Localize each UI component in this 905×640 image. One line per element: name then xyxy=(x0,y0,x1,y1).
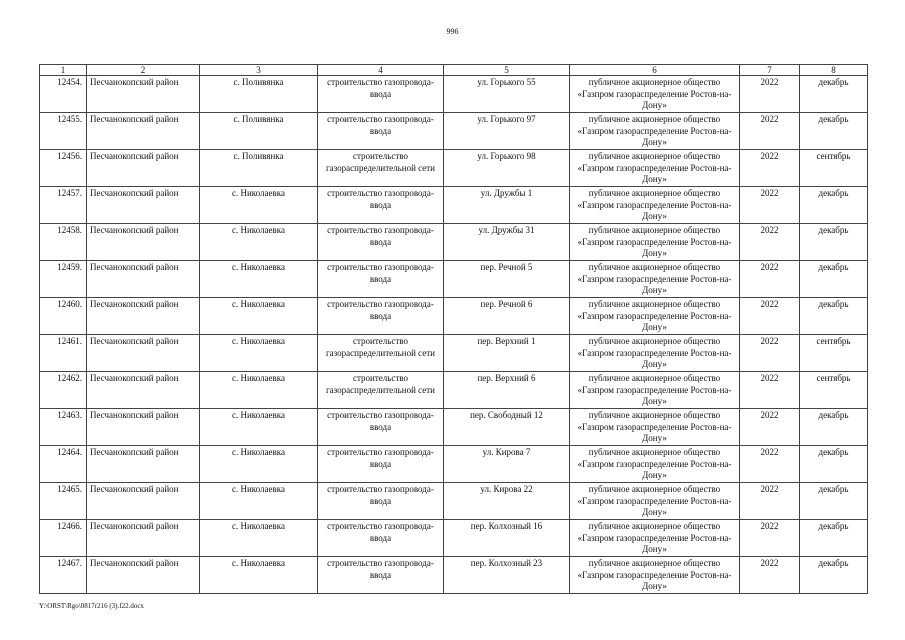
table-row xyxy=(40,113,868,150)
row-number-cell: 12460. xyxy=(40,298,87,335)
month-cell: декабрь xyxy=(800,483,868,520)
settlement-cell: с. Николаевка xyxy=(200,298,318,335)
row-number-cell: 12463. xyxy=(40,409,87,446)
row-number-cell: 12457. xyxy=(40,187,87,224)
organization-cell: публичное акционерное общество «Газпром газораспределение Ростов-на-Дону» xyxy=(570,520,740,557)
address-cell: пер. Речной 5 xyxy=(444,261,570,298)
district-cell: Песчанокопский район xyxy=(87,261,200,298)
year-cell: 2022 xyxy=(740,224,800,261)
address-cell: ул. Кирова 7 xyxy=(444,446,570,483)
organization-cell: публичное акционерное общество «Газпром газораспределение Ростов-на-Дону» xyxy=(570,187,740,224)
month-cell: декабрь xyxy=(800,298,868,335)
table-row xyxy=(40,372,868,409)
col-header-2: 2 xyxy=(87,65,200,76)
year-cell: 2022 xyxy=(740,76,800,113)
address-cell: ул. Горького 97 xyxy=(444,113,570,150)
work-type-cell: строительство газопровода-ввода xyxy=(318,446,444,483)
work-type-cell: строительство газопровода-ввода xyxy=(318,298,444,335)
row-number-cell: 12454. xyxy=(40,76,87,113)
organization-cell: публичное акционерное общество «Газпром газораспределение Ростов-на-Дону» xyxy=(570,557,740,594)
year-cell: 2022 xyxy=(740,261,800,298)
organization-cell: публичное акционерное общество «Газпром газораспределение Ростов-на-Дону» xyxy=(570,298,740,335)
address-cell: ул. Дружбы 1 xyxy=(444,187,570,224)
gasification-table xyxy=(39,64,868,594)
settlement-cell: с. Николаевка xyxy=(200,224,318,261)
row-number-cell: 12461. xyxy=(40,335,87,372)
district-cell: Песчанокопский район xyxy=(87,76,200,113)
year-cell: 2022 xyxy=(740,335,800,372)
work-type-cell: строительство газопровода-ввода xyxy=(318,261,444,298)
col-header-8: 8 xyxy=(800,65,868,76)
table-row xyxy=(40,446,868,483)
table-row xyxy=(40,298,868,335)
organization-cell: публичное акционерное общество «Газпром газораспределение Ростов-на-Дону» xyxy=(570,372,740,409)
work-type-cell: строительство газораспределительной сети xyxy=(318,372,444,409)
row-number-cell: 12464. xyxy=(40,446,87,483)
district-cell: Песчанокопский район xyxy=(87,409,200,446)
settlement-cell: с. Поливянка xyxy=(200,76,318,113)
year-cell: 2022 xyxy=(740,520,800,557)
row-number-cell: 12456. xyxy=(40,150,87,187)
district-cell: Песчанокопский район xyxy=(87,298,200,335)
district-cell: Песчанокопский район xyxy=(87,446,200,483)
month-cell: сентябрь xyxy=(800,372,868,409)
settlement-cell: с. Николаевка xyxy=(200,261,318,298)
work-type-cell: строительство газопровода-ввода xyxy=(318,76,444,113)
year-cell: 2022 xyxy=(740,557,800,594)
work-type-cell: строительство газопровода-ввода xyxy=(318,113,444,150)
work-type-cell: строительство газопровода-ввода xyxy=(318,224,444,261)
organization-cell: публичное акционерное общество «Газпром газораспределение Ростов-на-Дону» xyxy=(570,446,740,483)
address-cell: пер. Свободный 12 xyxy=(444,409,570,446)
col-header-7: 7 xyxy=(740,65,800,76)
table-row xyxy=(40,76,868,113)
col-header-4: 4 xyxy=(318,65,444,76)
col-header-1: 1 xyxy=(40,65,87,76)
work-type-cell: строительство газопровода-ввода xyxy=(318,409,444,446)
table-row xyxy=(40,557,868,594)
district-cell: Песчанокопский район xyxy=(87,113,200,150)
footer-file-path: Y:\ORST\Rgo\0817r216 (3).f22.docx xyxy=(39,602,144,610)
month-cell: декабрь xyxy=(800,557,868,594)
month-cell: декабрь xyxy=(800,446,868,483)
year-cell: 2022 xyxy=(740,187,800,224)
work-type-cell: строительство газопровода-ввода xyxy=(318,557,444,594)
district-cell: Песчанокопский район xyxy=(87,483,200,520)
organization-cell: публичное акционерное общество «Газпром газораспределение Ростов-на-Дону» xyxy=(570,113,740,150)
district-cell: Песчанокопский район xyxy=(87,224,200,261)
year-cell: 2022 xyxy=(740,483,800,520)
year-cell: 2022 xyxy=(740,113,800,150)
work-type-cell: строительство газораспределительной сети xyxy=(318,335,444,372)
row-number-cell: 12462. xyxy=(40,372,87,409)
address-cell: пер. Речной 6 xyxy=(444,298,570,335)
month-cell: декабрь xyxy=(800,113,868,150)
year-cell: 2022 xyxy=(740,150,800,187)
year-cell: 2022 xyxy=(740,446,800,483)
settlement-cell: с. Николаевка xyxy=(200,335,318,372)
month-cell: декабрь xyxy=(800,76,868,113)
settlement-cell: с. Николаевка xyxy=(200,372,318,409)
col-header-5: 5 xyxy=(444,65,570,76)
table-row xyxy=(40,520,868,557)
settlement-cell: с. Поливянка xyxy=(200,150,318,187)
district-cell: Песчанокопский район xyxy=(87,335,200,372)
organization-cell: публичное акционерное общество «Газпром газораспределение Ростов-на-Дону» xyxy=(570,483,740,520)
district-cell: Песчанокопский район xyxy=(87,372,200,409)
settlement-cell: с. Николаевка xyxy=(200,446,318,483)
organization-cell: публичное акционерное общество «Газпром газораспределение Ростов-на-Дону» xyxy=(570,224,740,261)
table-row xyxy=(40,150,868,187)
district-cell: Песчанокопский район xyxy=(87,150,200,187)
district-cell: Песчанокопский район xyxy=(87,187,200,224)
month-cell: сентябрь xyxy=(800,150,868,187)
month-cell: декабрь xyxy=(800,409,868,446)
table-row xyxy=(40,335,868,372)
table-row xyxy=(40,483,868,520)
address-cell: пер. Колхозный 16 xyxy=(444,520,570,557)
address-cell: пер. Верхний 1 xyxy=(444,335,570,372)
row-number-cell: 12459. xyxy=(40,261,87,298)
year-cell: 2022 xyxy=(740,298,800,335)
year-cell: 2022 xyxy=(740,409,800,446)
page-number: 996 xyxy=(446,27,459,36)
district-cell: Песчанокопский район xyxy=(87,520,200,557)
organization-cell: публичное акционерное общество «Газпром газораспределение Ростов-на-Дону» xyxy=(570,261,740,298)
settlement-cell: с. Николаевка xyxy=(200,409,318,446)
month-cell: сентябрь xyxy=(800,335,868,372)
table-body xyxy=(40,76,868,594)
work-type-cell: строительство газопровода-ввода xyxy=(318,520,444,557)
month-cell: декабрь xyxy=(800,187,868,224)
settlement-cell: с. Николаевка xyxy=(200,520,318,557)
row-number-cell: 12466. xyxy=(40,520,87,557)
settlement-cell: с. Поливянка xyxy=(200,113,318,150)
header-row xyxy=(40,65,868,76)
work-type-cell: строительство газопровода-ввода xyxy=(318,483,444,520)
year-cell: 2022 xyxy=(740,372,800,409)
address-cell: пер. Верхний 6 xyxy=(444,372,570,409)
address-cell: пер. Колхозный 23 xyxy=(444,557,570,594)
table-row xyxy=(40,261,868,298)
row-number-cell: 12467. xyxy=(40,557,87,594)
address-cell: ул. Дружбы 31 xyxy=(444,224,570,261)
address-cell: ул. Горького 98 xyxy=(444,150,570,187)
work-type-cell: строительство газопровода-ввода xyxy=(318,187,444,224)
table-row xyxy=(40,224,868,261)
work-type-cell: строительство газораспределительной сети xyxy=(318,150,444,187)
row-number-cell: 12455. xyxy=(40,113,87,150)
organization-cell: публичное акционерное общество «Газпром газораспределение Ростов-на-Дону» xyxy=(570,76,740,113)
table-row xyxy=(40,409,868,446)
col-header-3: 3 xyxy=(200,65,318,76)
table-row xyxy=(40,187,868,224)
organization-cell: публичное акционерное общество «Газпром газораспределение Ростов-на-Дону» xyxy=(570,335,740,372)
address-cell: ул. Горького 55 xyxy=(444,76,570,113)
month-cell: декабрь xyxy=(800,261,868,298)
settlement-cell: с. Николаевка xyxy=(200,483,318,520)
month-cell: декабрь xyxy=(800,520,868,557)
address-cell: ул. Кирова 22 xyxy=(444,483,570,520)
district-cell: Песчанокопский район xyxy=(87,557,200,594)
month-cell: декабрь xyxy=(800,224,868,261)
organization-cell: публичное акционерное общество «Газпром газораспределение Ростов-на-Дону» xyxy=(570,409,740,446)
row-number-cell: 12458. xyxy=(40,224,87,261)
row-number-cell: 12465. xyxy=(40,483,87,520)
col-header-6: 6 xyxy=(570,65,740,76)
settlement-cell: с. Николаевка xyxy=(200,187,318,224)
settlement-cell: с. Николаевка xyxy=(200,557,318,594)
organization-cell: публичное акционерное общество «Газпром газораспределение Ростов-на-Дону» xyxy=(570,150,740,187)
